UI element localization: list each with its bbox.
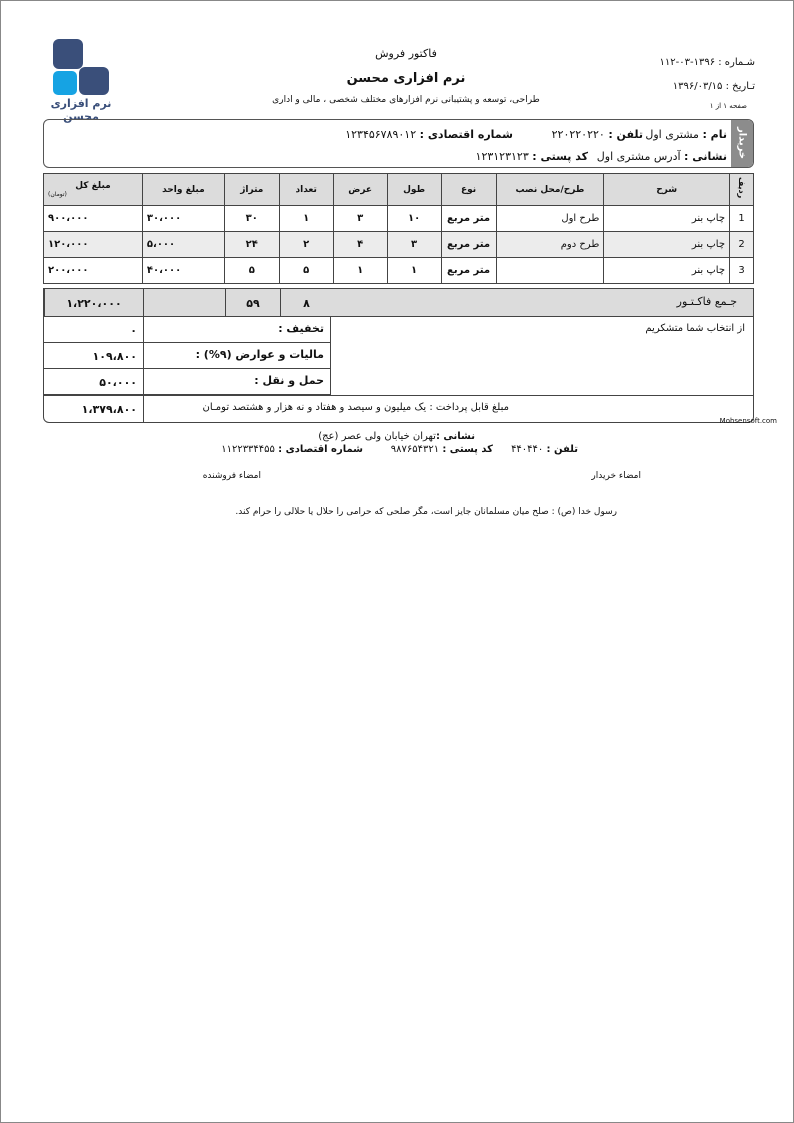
company-subtitle: طراحی، توسعه و پشتیبانی نرم افزارهای مختلف شخصی ، مالی و اداری	[272, 95, 540, 105]
seller-phone: تلفن : ۴۴۰۴۴۰	[511, 444, 578, 455]
payable-row	[44, 396, 753, 422]
col-width: عرض	[333, 174, 387, 206]
totals-box	[43, 288, 754, 423]
footer-quote: رسول خدا (ص) : صلح میان مسلمانان جایز است، مگر صلحی که حرامی را حلال یا حلالی را حرام کند.	[235, 507, 617, 517]
table-row: 3 چاپ بنر متر مربع ۱ ۱ ۵ ۵ ۴۰،۰۰۰ ۲۰۰،۰۰۰	[44, 258, 754, 284]
buyer-box	[43, 119, 754, 168]
seller-address: نشانی :تهران خیابان ولی عصر (عج)	[318, 431, 475, 442]
logo-text: نرم افزاری محسن	[50, 97, 112, 123]
discount-value: ۰	[44, 317, 144, 343]
col-design: طرح/محل نصب	[496, 174, 604, 206]
buyer-phone: تلفن : ۲۲۰۲۲۰۲۲۰	[551, 128, 643, 141]
payable-value: ۱،۳۷۹،۸۰۰	[44, 396, 144, 422]
sum-area: ۵۹	[225, 289, 280, 317]
shipping-row	[44, 369, 331, 395]
buyer-signature: امضاء خریدار	[591, 471, 641, 481]
col-row: ردیف	[730, 174, 754, 206]
table-header-row	[44, 174, 754, 206]
seller-postal-code: کد پستی : ۹۸۷۶۵۴۳۲۱	[390, 444, 493, 455]
seller-signature: امضاء فروشنده	[202, 471, 261, 481]
buyer-address: نشانی : آدرس مشتری اول	[596, 150, 727, 163]
page-indicator: صفحه ۱ از ۱	[709, 102, 747, 110]
tax-label: مالیات و عوارض (۹%) :	[195, 348, 324, 361]
sum-unit-empty	[143, 289, 225, 317]
tax-value: ۱۰۹،۸۰۰	[44, 343, 144, 369]
table-row: 1 چاپ بنر طرح اول متر مربع ۱۰ ۳ ۱ ۳۰ ۳۰،۰۰۰ ۹۰۰،۰۰۰	[44, 206, 754, 232]
logo-block-icon	[53, 39, 83, 69]
tax-row	[44, 343, 331, 369]
col-unit-price: مبلغ واحد	[142, 174, 224, 206]
seller-economic-code: شماره اقتصادی : ۱۱۲۲۳۳۴۴۵۵	[221, 444, 363, 455]
buyer-name: نام : مشتری اول	[645, 128, 727, 141]
website-label: Mohsensoft.com	[719, 417, 777, 425]
buyer-economic-code: شماره اقتصادی : ۱۲۳۴۵۶۷۸۹۰۱۲	[345, 128, 513, 141]
buyer-postal-code: کد پستی : ۱۲۳۱۲۳۱۲۳	[475, 150, 588, 163]
payable-label: مبلغ قابل پرداخت : یک میلیون و سیصد و هفتاد و نه هزار و هشتصد تومـان	[202, 402, 509, 413]
col-length: طول	[387, 174, 441, 206]
shipping-label: حمل و نقل :	[254, 374, 324, 387]
invoice-number: شـماره : ۱۳۹۶-۰۳-۱۱۲	[659, 57, 755, 68]
sum-total: ۱،۲۲۰،۰۰۰	[44, 289, 143, 317]
col-count: تعداد	[279, 174, 333, 206]
col-desc: شرح	[604, 174, 730, 206]
thanks-note: از انتخاب شما متشکریم	[645, 323, 745, 334]
col-area: متراژ	[224, 174, 279, 206]
logo-block-icon	[53, 71, 77, 95]
company-name: نرم افزاری محسن	[346, 71, 466, 86]
invoice-sum-row	[44, 289, 753, 317]
items-table	[43, 173, 754, 284]
discount-label: تخفیف :	[278, 322, 324, 335]
invoice-title: فاکتور فروش	[375, 47, 437, 60]
buyer-tag: خریدار	[731, 120, 753, 167]
company-logo	[39, 39, 123, 123]
discount-row	[44, 317, 331, 343]
shipping-value: ۵۰،۰۰۰	[44, 369, 144, 395]
sum-label: جـمع فاکـتـور	[676, 295, 737, 308]
logo-block-icon	[79, 67, 109, 95]
col-total: مبلغ کل (تومان)	[44, 174, 143, 206]
invoice-date: تـاریخ : ۱۳۹۶/۰۳/۱۵	[672, 81, 755, 92]
table-row: 2 چاپ بنر طرح دوم متر مربع ۳ ۴ ۲ ۲۴ ۵،۰۰۰ ۱۲۰،۰۰۰	[44, 232, 754, 258]
sum-count: ۸	[280, 289, 332, 317]
col-type: نوع	[441, 174, 496, 206]
